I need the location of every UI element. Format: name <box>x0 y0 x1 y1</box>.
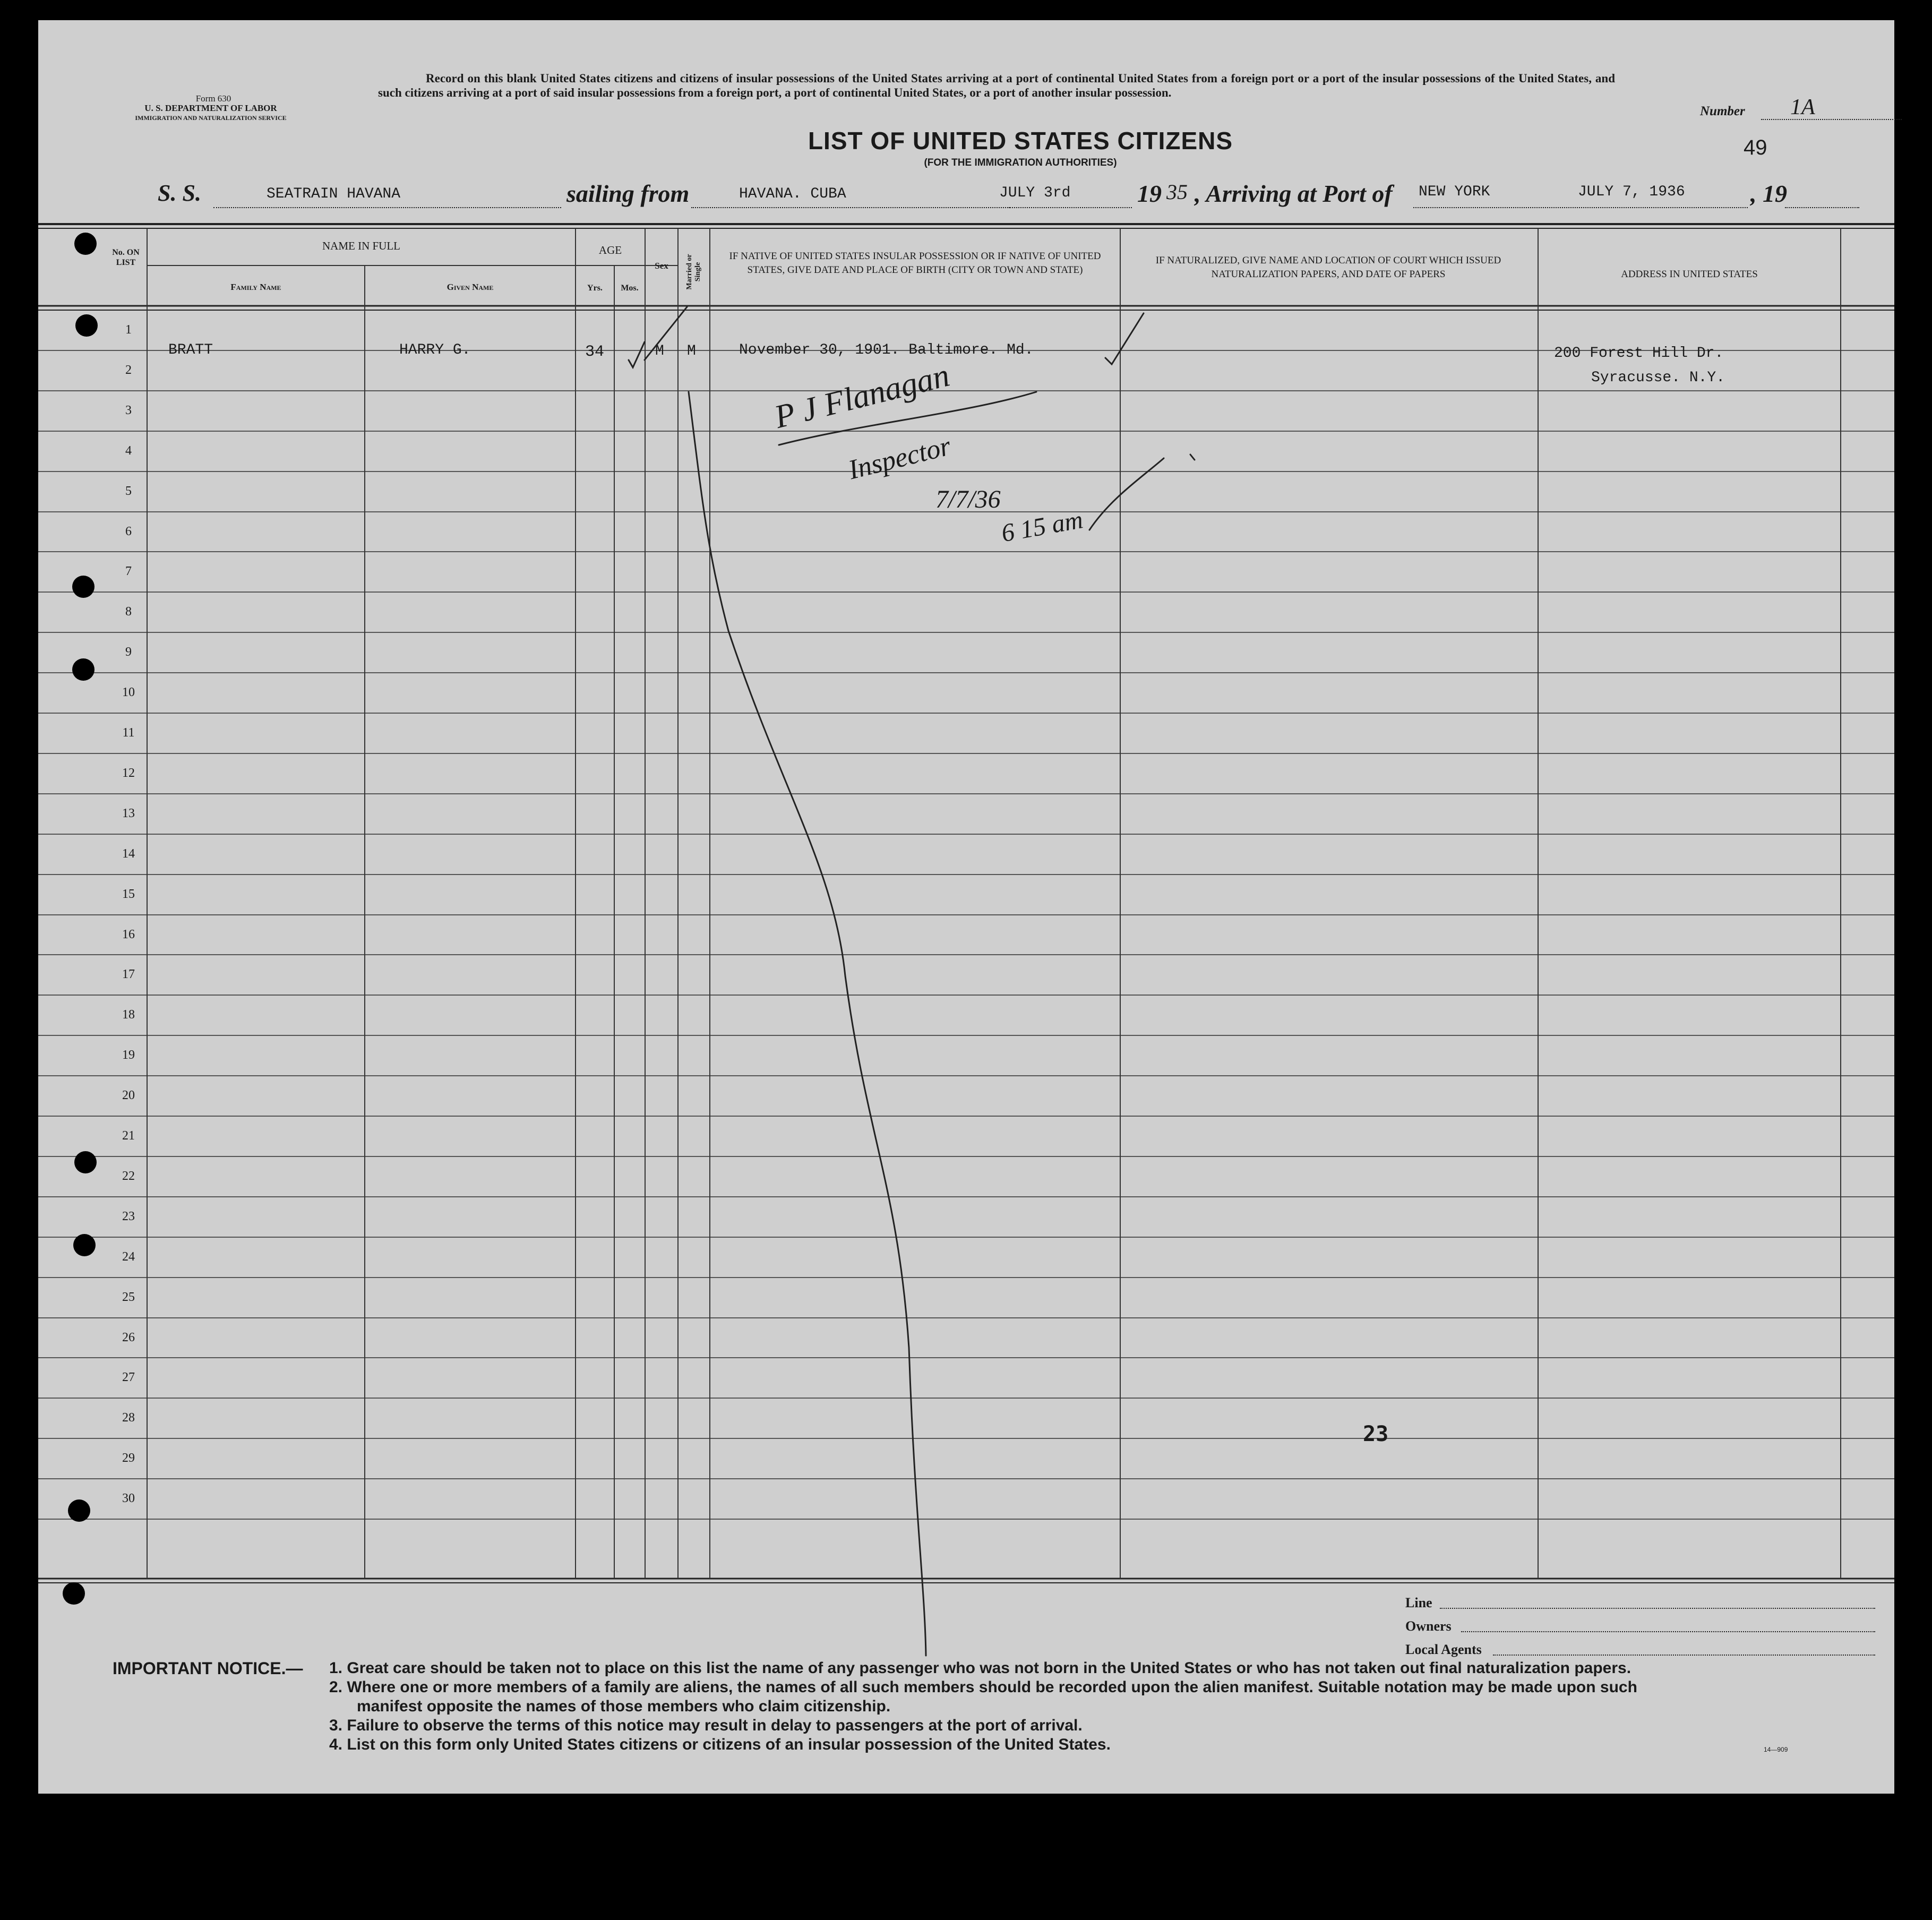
local-agents-underline <box>1493 1655 1875 1656</box>
arrival-date: JULY 7, 1936 <box>1578 184 1685 200</box>
row-number: 28 <box>122 1411 135 1425</box>
stamp-number: 23 <box>1363 1422 1389 1446</box>
header-given-name: Given Name <box>446 282 494 292</box>
header-family-name: Family Name <box>230 282 281 292</box>
notice-item-2: 2. Where one or more members of a family are aliens, the names of all such members should be recorded upon the alien manifest. Suitable notation may be made upon such <box>329 1678 1637 1696</box>
row-number: 22 <box>122 1169 135 1183</box>
entry-birth: November 30, 1901. Baltimore. Md. <box>739 342 1034 358</box>
row-number: 2 <box>125 363 132 377</box>
row-number: 4 <box>125 444 132 458</box>
entry-sex: M <box>655 343 664 359</box>
year-suffix: 35 <box>1166 180 1188 204</box>
ss-label: S. S. <box>158 180 201 206</box>
row-number: 8 <box>125 605 132 619</box>
row-number: 18 <box>122 1008 135 1022</box>
header-naturalized: IF NATURALIZED, GIVE NAME AND LOCATION OF COURT WHICH ISSUED NATURALIZATION PAPERS, AND DATE OF PAPERS <box>1155 255 1501 280</box>
header-married-single: Married or Single <box>685 254 702 290</box>
punch-hole <box>68 1499 90 1522</box>
notice-item-1: 1. Great care should be taken not to place on this list the name of any passenger who was not born in the United States or who has not taken out final naturalization papers. <box>329 1659 1632 1677</box>
row-number: 9 <box>125 645 132 659</box>
row-number: 6 <box>125 525 132 538</box>
number-label: Number <box>1700 104 1745 118</box>
year2-prefix: , 19 <box>1750 180 1787 207</box>
header-no-on-list: No. ON LIST <box>112 248 140 267</box>
entry-marital: M <box>687 343 696 359</box>
inspector-signature: P J Flanagan <box>771 357 954 435</box>
local-agents-label: Local Agents <box>1405 1642 1482 1657</box>
entry-age-yrs: 34 <box>585 343 605 361</box>
row-number: 30 <box>122 1492 135 1505</box>
inspector-title: Inspector <box>845 431 954 486</box>
line-underline <box>1440 1608 1875 1609</box>
row-number: 13 <box>122 807 135 820</box>
manifest-page <box>38 20 1894 1794</box>
department: U. S. DEPARTMENT OF LABOR <box>144 103 277 113</box>
inspection-time: 6 15 am <box>999 505 1085 548</box>
sailing-label: sailing from <box>566 180 690 207</box>
sailing-date: JULY 3rd <box>999 185 1071 201</box>
header-sex: Sex <box>655 261 668 271</box>
header-age: AGE <box>598 244 622 256</box>
row-number: 21 <box>122 1129 135 1143</box>
entry-family-name: BRATT <box>168 342 213 358</box>
arriving-label: , Arriving at Port of <box>1195 180 1393 207</box>
row-number: 10 <box>122 685 135 699</box>
owners-underline <box>1461 1631 1875 1632</box>
punch-hole <box>74 233 97 255</box>
year-prefix: 19 <box>1137 180 1162 207</box>
entry-address-line1: 200 Forest Hill Dr. <box>1554 345 1724 362</box>
row-number: 27 <box>122 1370 135 1384</box>
header-yrs: Yrs. <box>587 284 603 293</box>
row-number: 23 <box>122 1210 135 1223</box>
arrival-port: NEW YORK <box>1419 184 1490 200</box>
punch-hole <box>73 1234 96 1256</box>
row-number: 24 <box>122 1250 135 1264</box>
entry-address-line2: Syracusse. N.Y. <box>1591 370 1725 386</box>
header-mos: Mos. <box>621 284 639 293</box>
punch-hole <box>72 576 95 598</box>
page-subtitle: (FOR THE IMMIGRATION AUTHORITIES) <box>924 157 1117 168</box>
row-number: 14 <box>122 847 135 861</box>
row-number: 29 <box>122 1451 135 1465</box>
row-number: 3 <box>125 404 132 417</box>
punch-hole <box>74 1151 97 1173</box>
entry-given-name: HARRY G. <box>399 342 471 358</box>
notice-item-3: 3. Failure to observe the terms of this notice may result in delay to passengers at the port of arrival. <box>329 1717 1083 1734</box>
header-address: ADDRESS IN UNITED STATES <box>1621 269 1758 280</box>
punch-hole <box>72 658 95 681</box>
row-number: 25 <box>122 1290 135 1304</box>
punch-hole <box>75 314 98 337</box>
row-number: 11 <box>122 726 135 740</box>
header-name-in-full: NAME IN FULL <box>322 239 400 252</box>
page-title: LIST OF UNITED STATES CITIZENS <box>808 127 1233 155</box>
row-number: 16 <box>122 928 135 941</box>
notice-item-4: 4. List on this form only United States citizens or citizens of an insular possession of the United States. <box>329 1736 1111 1753</box>
row-number: 1 <box>125 323 132 337</box>
handwritten-marks <box>38 20 1894 1794</box>
row-number: 19 <box>122 1048 135 1062</box>
sailing-from: HAVANA. CUBA <box>739 186 846 202</box>
ship-name: SEATRAIN HAVANA <box>267 186 401 202</box>
instructions: Record on this blank United States citizens and citizens of insular possessions of the United States arriving at a port of continental United States from a foreign port or a port of the insular possessions of the United States, and such citizens arriving at a port of said insular possessions from a foreign port, a port of continental United States, or a port of another insular possession. <box>378 72 1615 99</box>
notice-item-2-continued: manifest opposite the names of those members who claim citizenship. <box>357 1698 891 1715</box>
line-label: Line <box>1405 1595 1432 1610</box>
inspection-date: 7/7/36 <box>935 485 1001 513</box>
punch-hole <box>63 1582 85 1605</box>
row-number: 17 <box>122 967 135 981</box>
row-number: 5 <box>125 484 132 498</box>
row-number: 7 <box>125 564 132 578</box>
row-number: 12 <box>122 766 135 780</box>
print-code: 14—909 <box>1764 1746 1788 1753</box>
notice-heading: IMPORTANT NOTICE.— <box>113 1659 303 1678</box>
row-number: 15 <box>122 887 135 901</box>
number-value: 1A <box>1790 95 1815 119</box>
row-number: 26 <box>122 1331 135 1344</box>
service: IMMIGRATION AND NATURALIZATION SERVICE <box>135 114 287 122</box>
form-number: Form 630 <box>195 93 231 104</box>
sheet-number: 49 <box>1744 136 1767 159</box>
header-native-birth: IF NATIVE OF UNITED STATES INSULAR POSSESSION OR IF NATIVE OF UNITED STATES, GIVE DATE AND PLACE OF BIRTH (CITY OR TOWN AND STATE) <box>729 251 1101 276</box>
owners-label: Owners <box>1405 1618 1452 1634</box>
row-number: 20 <box>122 1088 135 1102</box>
